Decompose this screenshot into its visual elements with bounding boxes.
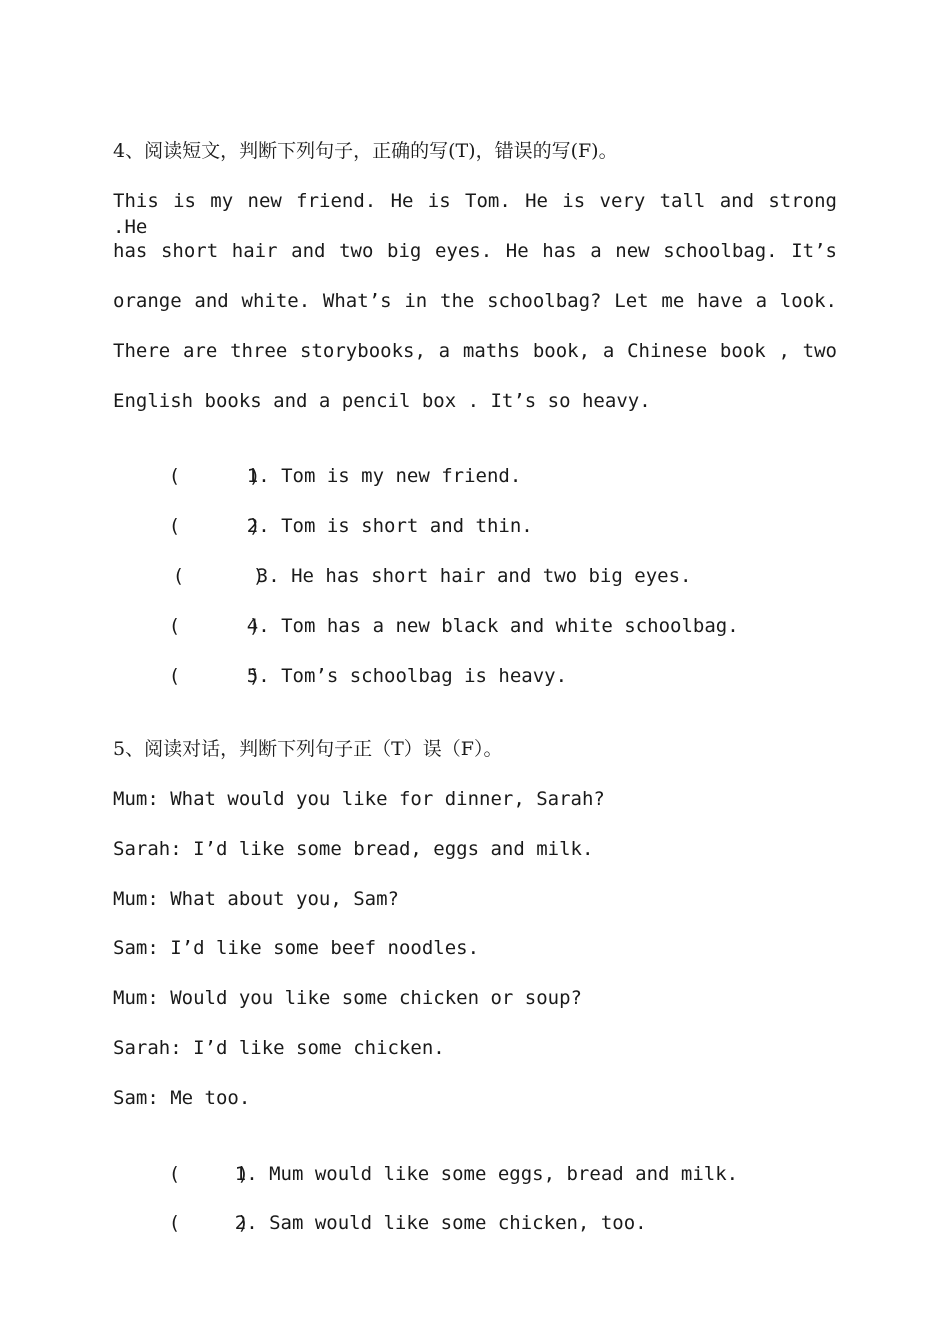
passage-line: has short hair and two big eyes. He has a new schoolbag. It’s — [113, 240, 837, 262]
passage-line: orange and white. What’s in the schoolbag? Let me have a look. — [113, 290, 837, 312]
answer-blank[interactable]: ( ) — [168, 1163, 249, 1185]
dialogue-line: Sam: Me too. — [113, 1087, 251, 1109]
passage-line: This is my new friend. He is Tom. He is very tall and strong .He — [113, 190, 837, 238]
answer-blank[interactable]: ( ) — [168, 665, 261, 687]
section-4-heading: 4、阅读短文，判断下列句子，正确的写(T)，错误的写(F)。 — [113, 140, 618, 162]
question-row-4-5 — [123, 637, 567, 715]
passage-line: There are three storybooks, a maths book, a Chinese book , two — [113, 340, 837, 362]
question-text: 3. He has short hair and two big eyes. — [256, 565, 692, 587]
section-5-heading: 5、阅读对话，判断下列句子正（T）误（F）。 — [113, 738, 503, 760]
question-text: 1. Tom is my new friend. — [246, 465, 522, 487]
question-text: 5. Tom’s schoolbag is heavy. — [246, 665, 568, 687]
answer-blank[interactable]: ( ) — [168, 465, 261, 487]
passage-line: English books and a pencil box . It’s so heavy. — [113, 390, 651, 412]
answer-blank[interactable]: ( ) — [168, 1212, 249, 1234]
answer-blank[interactable]: ( ) — [168, 615, 261, 637]
answer-blank[interactable]: ( ) — [172, 565, 265, 587]
question-text: 2. Tom is short and thin. — [246, 515, 533, 537]
question-text: 4. Tom has a new black and white schoolbag. — [246, 615, 739, 637]
dialogue-line: Mum: What about you, Sam? — [113, 888, 399, 910]
dialogue-line: Mum: What would you like for dinner, Sarah? — [113, 788, 605, 810]
question-text: 2. Sam would like some chicken, too. — [234, 1212, 647, 1234]
dialogue-line: Sam: I’d like some beef noodles. — [113, 937, 480, 959]
dialogue-line: Sarah: I’d like some bread, eggs and milk. — [113, 838, 594, 860]
dialogue-line: Sarah: I’d like some chicken. — [113, 1037, 445, 1059]
answer-blank[interactable]: ( ) — [168, 515, 261, 537]
question-row-5-2 — [123, 1184, 647, 1262]
question-text: 1. Mum would like some eggs, bread and milk. — [234, 1163, 739, 1185]
dialogue-line: Mum: Would you like some chicken or soup? — [113, 987, 582, 1009]
